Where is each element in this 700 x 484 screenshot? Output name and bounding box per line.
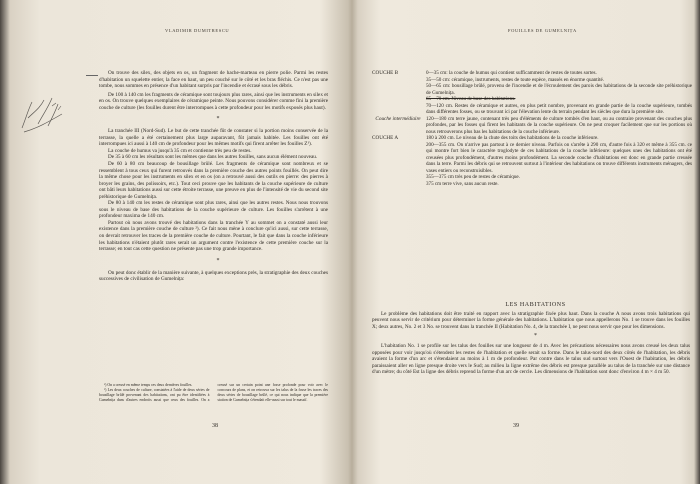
stratum-label: Couche intermédiaire [375, 115, 421, 122]
page-number: 39 [513, 423, 519, 429]
paragraph: De 80 à 140 cm les restes de céramique sont plus rares, ainsi que les autres restes. Nous nous trouvons sous le niveau de base des habitations de la couche supérieure de culture. Les fouilles s'arrêtent à une profondeur maxima de 140 cm. [99, 200, 328, 220]
paragraph: L'habitation No. 1 se profile sur les talus des fouilles sur une longueur de 4 m. Avec les précautions nécessaires nous avons creusé les deux talus opposées pour voir jusqu'où s'étendent les restes de l'habitation et quelle serait sa forme. Dans le talus-nord des deux côtés de l'habitation, les débris avaient la forme d'un arc et s'étendaient au moins à 1 m de profondeur. Par contre dans le talus sud surtout vers l'Ouest de l'habitation, les débris paraissaient aller en ligne presque droite vers le Sud; au milieu la ligne extrême des débris est presque parallèle au talus de la tranchée sur une distance d'un mètre; du côté Est la ligne des débris reprend la forme d'un arc de cercle. Les dimensions de l'habitation sont donc d'environ 4 m × 4 m 50. [372, 343, 690, 376]
footnote: ¹) On a creusé en même temps ces deux dernières fouilles. [104, 383, 193, 387]
stratum-row [372, 103, 692, 116]
paragraph: De 35 à 60 cm les résultats sont les mêmes que dans les autres fouilles, sans aucun élément nouveau. [108, 154, 318, 161]
paragraph: Le problème des habitations doit être traité en rapport avec la stratigraphie fixée plus haut. Dans la couche A nous avons trois habitations qui peuvent nous servir de critérium pour déterminer la forme générale des habitations. L'habitation que nous appellerons No. 1 se trouve dans les fouilles X; deux autres, No. 2 et 3 No. se trouvent dans la tranchée II (Habitation No. 4, de la tranchée I, ne peut nous servir que pour les dimensions. [372, 310, 690, 330]
running-head: FOUILLES DE GUMELNIȚA [508, 28, 577, 33]
stratum-row [372, 142, 692, 175]
paragraph: Partout où nous avons trouvé des habitations dans la tranchée Y au sommet on a constaté aussi leur existence dans la première couche de culture ²). Ce fait nous mène à conclure qu'ici aussi, sur cette terrasse, on devrait retrouver les traces de la première couche de culture. Pourtant, le fait que dans la couche inférieure les habitations n'étaient plutôt rares serait un argument contre l'existence de cette première couche sur la terrasse; en tout cas cette question ne présente pas une trop grande importance. [99, 219, 328, 253]
section-separator: * [216, 257, 220, 264]
footnote: ²) Les deux couches de culture, constatées à l'aide de deux séries de bousillage brûlé provenant des habitations, ont pu être identifiées à Gumelnița dans d'autres endroits aussi que ceux des fouilles. On a creusé sur un certain point une fosse profonde pour voir avec le concours de plans, et on retrouva sur les talus de la fosse les traces des deux séries de bousillage brûlé, ce qui nous indique que la première station de Gumelnița s'étendait elle-aussi sur tout le massif. [99, 383, 328, 402]
paragraph: De 100 à 140 cm les fragments de céramique sont toujours plus rares, ainsi que les instruments en silex et en os. On trouve quelques exemplaires de céramique peinte. Nous pouvons considérer comme fini la première couche de culture (les fouilles durent être interrompues à cette profondeur pour les motifs exposés plus haut). [99, 91, 328, 111]
pencil-mark [86, 75, 98, 76]
stratum-text: 65—70 cm. Niveau de base des habitations. [426, 96, 516, 102]
running-head: VLADIMIR DUMITRESCU [165, 28, 230, 33]
paragraph: On peut donc établir de la manière suivante, à quelques exceptions près, la stratigraphie des deux couches successives de civilisation de Gumelnița: [99, 269, 328, 283]
paragraph: La couche de humus va jusqu'à 35 cm et contienne très peu de restes. [108, 147, 252, 154]
right-body-text [372, 302, 690, 420]
stratum-text: 70—120 cm. Restes de céramique et autres, en plus petit nombre, provenant en grande partie de la couche supérieure, tombés dans différentes fosses, ou se trouvant ici par l'élevation lente du terrain pendant les siècles que dura la première site. [426, 102, 692, 115]
stratum-text: 120—180 cm terre jaune, contenant très peu d'éléments de culture tombés d'en haut, ou au contraire provenant des couches plus profondes, par les fosses qui firent les habitants de la couche supérieure. On ne peut croquer facilement que sur les portions où nous retrouverons plus bas les habitations de la couche inférieure. [426, 115, 692, 135]
paragraph: La tranchée III (Nord-Sud). Le but de cette tranchée fût de constater si la portion moins conservée de la terrasse, la quelle a été certainement plus large auparavant, fût jamais habitée. Les fouilles ont été interrompues ici aussi à 140 cm de profondeur pour les mêmes motifs qui firent arrêter les fouilles Z¹). [99, 128, 328, 148]
stratigraphy-table [372, 70, 692, 187]
paragraph: De 60 à 80 cm beaucoup de bousillage brûlé. Les fragments de céramique sont nombreux et se ressemblent à tous ceux qui furent retrouvés dans la première couche des autres points fouillés. On peut dire la même chose pour les instruments en silex et en os (on a retrouvé aussi des outils en pierre: des pierres à broyer les grains, des polissoirs, etc.). Tout ceci prouve que les habitants de la couche supérieure de culture ont bâti leurs habitations aussi sur cette étroite terrasse, une preuve en plus de l'intensité de vie du second site préhistorique de Gumelnița. [99, 161, 328, 200]
stratum-row [372, 83, 692, 96]
left-body-text [99, 70, 328, 370]
right-page [352, 0, 700, 484]
page-number: 38 [212, 423, 218, 429]
section-separator: * [534, 333, 537, 340]
stratum-row [372, 181, 692, 188]
stratum-text: 375 cm terre vive, sans aucun reste. [426, 180, 499, 187]
paragraph: On trouve des silex, des objets en os, un fragment de hache-marteau en pierre polie. Parmi les restes d'habitation un squelette entier, la face en haut, un peu couché sur le côté et les bras fléchis. Ce n'est pas une tombe, nous sommes en présence d'un habitant surpris par l'incendie et écrasé sous les débris. [99, 70, 328, 90]
stratum-text: 35—50 cm: céramique, instruments, restes de toute espèce, massés en énorme quantité. [426, 76, 605, 83]
stratum-label: COUCHE A [372, 135, 399, 141]
stratum-text: 355—375 cm très peu de restes de céramique. [426, 174, 520, 180]
stratum-text: 0—35 cm: la couche de humus qui contient sufficamment de restes de toutes sortes. [426, 70, 597, 76]
stratum-text: 200—355 cm. On n'arrive pas partout à ce dernier niveau. Parfois on s'arrête à 290 cm, d'autre fois à 320 et même à 355 cm. ce qui montre fort bien le caractère troglodyte de ces habitations de la couche inférieure: quelques unes des habitations ont été creusées plus profondément, d'autres moins profondément. La seconde couche d'habitations est donc en grande partie creusée dans la terre. Parmi les débris qui se retrouvent surtout à l'intérieur des habitations on trouve différents instruments ménagers, des vases entiers ou reconstruisibles. [426, 141, 692, 174]
handwritten-pencil-note-icon [18, 88, 78, 138]
section-heading: LES HABITATIONS [505, 302, 566, 308]
stratum-text: 180 à 200 cm. Le niveau de la chute des toits des habitations de la couche inférieure. [426, 135, 599, 141]
stratum-row [372, 116, 692, 136]
section-separator: * [216, 116, 220, 123]
stratum-label: COUCHE B [372, 70, 399, 76]
footnotes [99, 383, 328, 403]
stratum-text: 50—65 cm: bousillage brûlé, provenu de l'incendie et de l'écroulement des parois des habitations de la seconde site préhistorique de Gumelnița. [426, 83, 692, 96]
